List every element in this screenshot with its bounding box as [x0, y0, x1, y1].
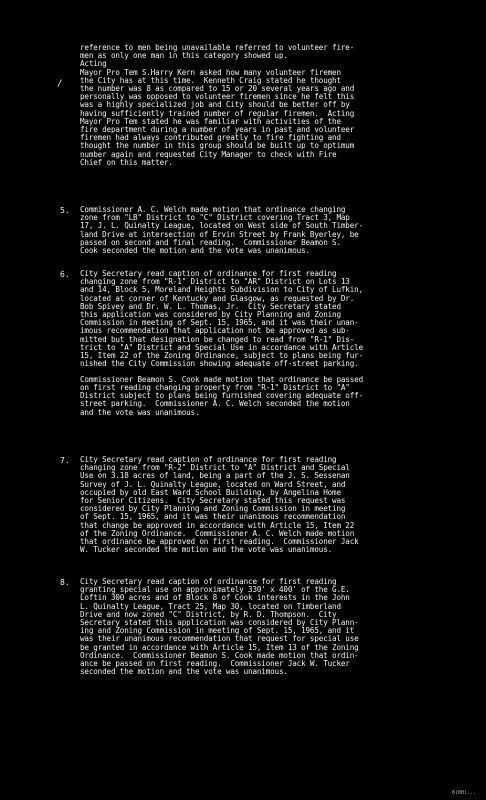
item-line: Survey of J. L. Quinalty League, located on Ward Street, and: [80, 479, 346, 489]
intro-line: Acting: [80, 59, 107, 69]
item-line: nished the City Commission showing adequate off-street parking.: [80, 359, 359, 369]
item-line: that change be approved in accordance with Article 15, Item 22: [80, 520, 355, 530]
item-line: City Secretary read caption of ordinance for first reading: [80, 577, 337, 586]
item-line: imous recommendation that application not be approved as sub-: [80, 326, 350, 336]
item-line: land Drive at intersection of Ervin Street by Frank Byerley, be: [80, 229, 359, 239]
item-line: 17, J. L. Quinalty League, located on West side of South Timber-: [80, 221, 363, 231]
item-line: Cook seconded the motion and the vote was unanimous.: [80, 246, 310, 255]
item-line: that ordinance be approved on first reading. Commissioner Jack: [80, 537, 359, 546]
item-line: Commissioner A. C. Welch made motion that ordinance changing: [80, 205, 346, 214]
margin-mark: /: [57, 79, 63, 89]
intro-line: the City has at this time. Kenneth Craig stated he thought: [80, 75, 341, 85]
item-line: Secretary stated this application was considered by City Plann-: [80, 618, 359, 627]
intro-line: Mayor Pro Tem stated he was familiar with activities of the: [80, 116, 341, 126]
intro-line: Mayor Pro Tem S.Harry Kern asked how many volunteer firemen: [80, 67, 341, 77]
item-line: passed on second and final reading. Commissioner Beamon S.: [80, 237, 341, 247]
item-line: L. Quinalty League, Tract 25, Map 30, located on Timberland: [80, 601, 341, 611]
item-line: considered by City Planning and Zoning Commission in meeting: [80, 504, 346, 514]
item-line: District subject to plans being furnished covering adequate off-: [80, 391, 363, 401]
item-line: Ordinance. Commissioner Beamon S. Cook made motion that ordin-: [80, 650, 359, 660]
intro-line: was a highly specialized job and City should be better off by: [80, 100, 350, 110]
item-line: be granted in accordance with Article 15, Item 13 of the Zoning: [80, 642, 359, 652]
footer-mark: 6(00)...: [452, 790, 477, 796]
item-line: City Secretary read caption of ordinance for first reading: [80, 269, 337, 278]
intro-line: fire department during a number of years in past and volunteer: [80, 125, 355, 134]
item-number: 6.: [60, 270, 70, 279]
item-line: ance be passed on first reading. Commissioner Jack W. Tucker: [80, 659, 350, 668]
item-line: seconded the motion and the vote was unanimous.: [80, 667, 288, 677]
intro-line: thought the number in this group should be built up to optimum: [80, 141, 355, 151]
intro-line: number again and requested City Manager to check with Fire: [80, 149, 337, 159]
item-line: on first reading changing property from "R-1" District to "A": [80, 382, 350, 392]
item-line: this application was considered by City Planning and Zoning: [80, 310, 341, 319]
item-line: located at corner of Kentucky and Glasgow, as requested by Dr.: [80, 293, 355, 303]
intro-line: having sufficiently trained number of regular firemen. Acting: [80, 108, 355, 118]
item-line: trict to "A" District and Special Use in accordance with Article: [80, 342, 363, 352]
intro-line: firemen had always contributed greatly to fire fighting and: [80, 133, 341, 143]
item-line: of the Zoning Ordinance. Commissioner A. C. Welch made motion: [80, 528, 355, 538]
item-line: granting special use on approximately 330' x 400' of the G.E.: [80, 585, 350, 595]
item-line: was their unanimous recommendation that request for special use: [80, 634, 359, 644]
item-line: Commission in meeting of Sept. 15, 1965, and it was their unan-: [80, 318, 359, 328]
item-line: changing zone from "R-2" District to "A" District and Special: [80, 463, 350, 473]
item-line: City Secretary read caption of ordinance for first reading: [80, 455, 337, 464]
item-line: Commissioner Beamon S. Cook made motion that ordinance be passed: [80, 374, 363, 384]
intro-line: personally was opposed to volunteer firemen since he felt this: [80, 92, 355, 102]
item-line: 15, Item 22 of the Zoning Ordinance, subject to plans being fur-: [80, 351, 363, 360]
item-line: street parking. Commissioner A. C. Welch seconded the motion: [80, 399, 350, 409]
item-line: and the vote was unanimous.: [80, 407, 200, 417]
item-number: 5.: [60, 206, 70, 215]
item-line: Bob Spivey and Dr. W. L. Thomas, Jr. City Secretary stated: [80, 301, 341, 311]
item-number: 8.: [60, 578, 70, 587]
item-line: Drive and now zoned "C" District, by R. D. Thompson. City: [80, 609, 337, 619]
intro-line: the number was 8 as compared to 15 or 20 several years ago and: [80, 84, 355, 93]
item-line: zone from "LB" District to "C" District covering Tract 3, Map: [80, 213, 350, 223]
item-number: 7.: [60, 456, 70, 465]
item-line: mitted but that designation be changed to read from "R-1" Dis-: [80, 334, 355, 344]
intro-line: reference to men being unavailable referred to volunteer fire-: [80, 43, 355, 52]
item-line: occupied by old East Ward School Building, by Angelina Home: [80, 487, 341, 497]
intro-line: Chief on this matter.: [80, 157, 173, 167]
item-line: Use on 3.18 acres of land, being a part of the J. S. Sessenan: [80, 471, 350, 481]
intro-line: men as only one man in this category showed up.: [80, 51, 288, 61]
item-line: changing zone from "R-1" District to "AR" District on Lots 13: [80, 277, 350, 287]
item-line: of Sept. 15, 1965, and it was their unanimous recommendation: [80, 512, 346, 522]
item-line: ing and Zoning Commission in meeting of Sept. 15, 1965, and it: [80, 626, 355, 636]
item-line: and 14, Block 5, Moreland Heights Subdivision to City of Lufkin,: [80, 285, 363, 295]
item-line: W. Tucker seconded the motion and the vote was unanimous.: [80, 545, 333, 555]
item-line: Loftin 300 acres and of Block 8 of Cook interests in the John: [80, 593, 350, 603]
item-line: for Senior Citizens. City Secretary stated this request was: [80, 496, 346, 505]
